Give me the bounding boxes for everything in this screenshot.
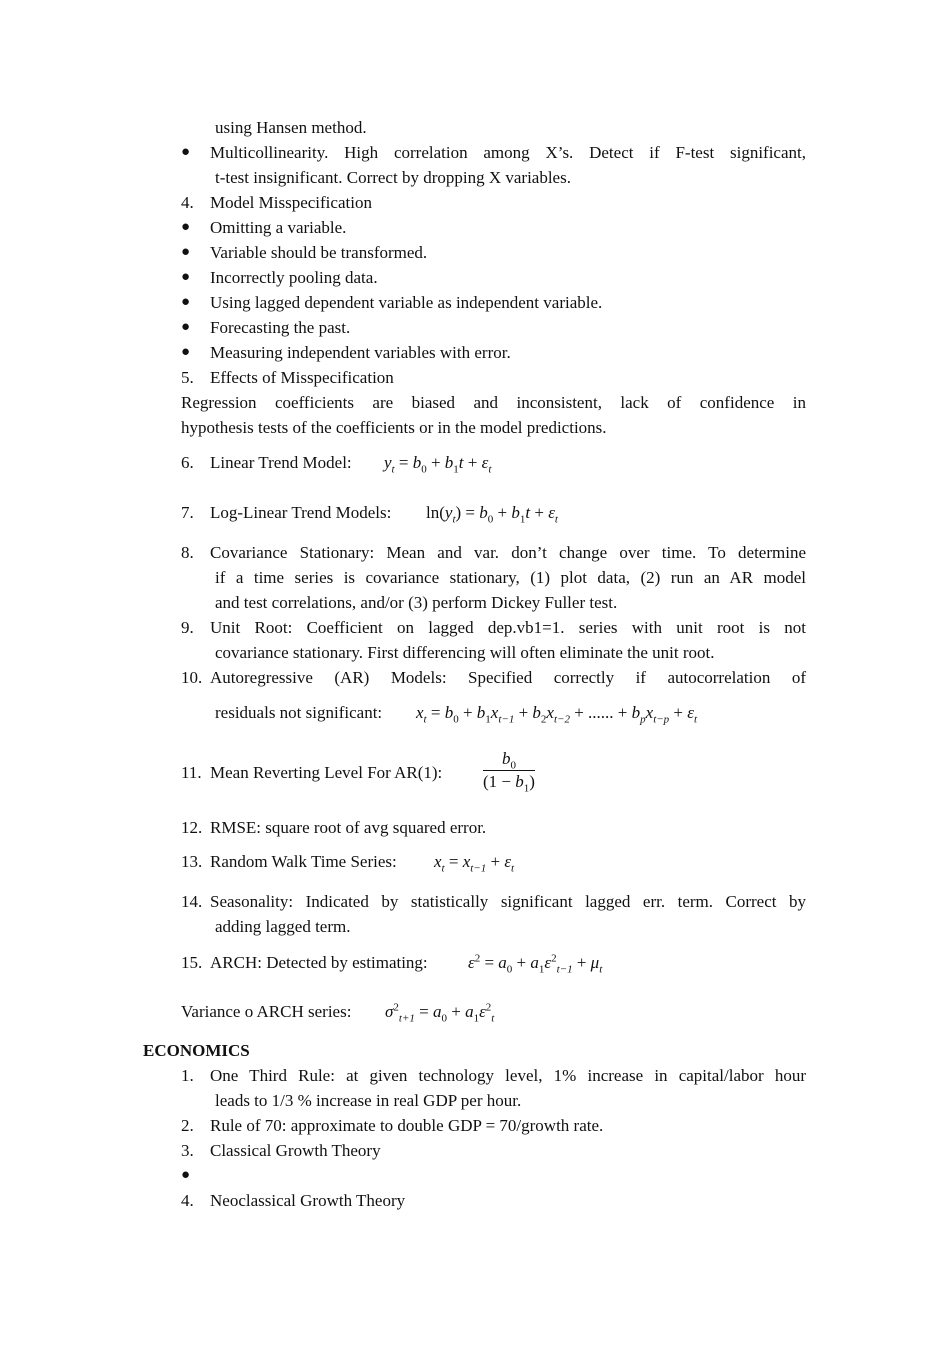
multicollinearity-item-cont: t-test insignificant. Correct by dropping X variables. (215, 168, 571, 187)
continuation-line: using Hansen method. (215, 118, 367, 137)
random-walk-label: Random Walk Time Series: (210, 852, 397, 871)
list-number: 12. (181, 818, 203, 837)
bullet-icon: ● (181, 294, 191, 310)
log-linear-label: Log-Linear Trend Models: (210, 503, 392, 522)
list-number: 15. (181, 953, 203, 972)
list-number: 14. (181, 892, 203, 911)
multicollinearity-item: Multicollinearity. High correlation among X’s. Detect if F-test significant, (210, 143, 806, 162)
unit-root-item: Unit Root: Coefficient on lagged dep.vb1=1. series with unit root is not (210, 618, 806, 637)
mean-reverting-formula: $\frac{b_0}{(1 - b_1)}$ (483, 749, 535, 795)
list-number: 5. (181, 368, 194, 387)
list-item: Forecasting the past. (210, 318, 351, 337)
rule-of-70-item: Rule of 70: approximate to double GDP = 70/growth rate. (210, 1116, 604, 1135)
effects-heading: Effects of Misspecification (210, 368, 394, 387)
linear-trend-formula: $y_t = b_0 + b_1t + \varepsilon_t$ (384, 453, 492, 476)
list-number: 4. (181, 193, 194, 212)
list-item: Measuring independent variables with error. (210, 343, 511, 362)
one-third-rule-item-cont: leads to 1/3 % increase in real GDP per hour. (215, 1091, 522, 1110)
list-number: 3. (181, 1141, 194, 1160)
list-number: 13. (181, 852, 203, 871)
list-item: Omitting a variable. (210, 218, 347, 237)
log-linear-formula: $\ln(y_t) = b_0 + b_1t + \varepsilon_t$ (426, 503, 558, 526)
arch-variance-formula: $\sigma^2_{t+1} = a_0 + a_1\varepsilon^2_t$ (385, 1001, 495, 1025)
list-number: 9. (181, 618, 194, 637)
list-number: 7. (181, 503, 194, 522)
linear-trend-label: Linear Trend Model: (210, 453, 352, 472)
bullet-icon: ● (181, 244, 191, 260)
list-number: 2. (181, 1116, 194, 1135)
arch-variance-label: Variance o ARCH series: (181, 1002, 352, 1021)
arch-formula: $\varepsilon^2 = a_0 + a_1\varepsilon^2_{t-1} + \mu_t$ (468, 952, 603, 976)
economics-heading: ECONOMICS (143, 1041, 250, 1060)
bullet-icon: ● (181, 1167, 191, 1183)
list-item: Variable should be transformed. (210, 243, 428, 262)
bullet-icon: ● (181, 219, 191, 235)
bullet-icon: ● (181, 144, 191, 160)
seasonality-item-cont: adding lagged term. (215, 917, 351, 936)
bullet-icon: ● (181, 319, 191, 335)
ar-model-formula: $x_t = b_0 + b_1x_{t-1} + b_2x_{t-2}$ + ...... + $b_px_{t-p} + \varepsilon_t$ (416, 703, 698, 726)
classical-growth-item: Classical Growth Theory (210, 1141, 381, 1160)
ar-models-item: Autoregressive (AR) Models: Specified correctly if autocorrelation of (210, 668, 806, 687)
neoclassical-growth-item: Neoclassical Growth Theory (210, 1191, 406, 1210)
covariance-item-cont: and test correlations, and/or (3) perform Dickey Fuller test. (215, 593, 618, 612)
model-misspecification-heading: Model Misspecification (210, 193, 372, 212)
ar-models-item-cont: residuals not significant: (215, 703, 383, 722)
rmse-item: RMSE: square root of avg squared error. (210, 818, 487, 837)
list-number: 4. (181, 1191, 194, 1210)
effects-paragraph-cont: hypothesis tests of the coefficients or in the model predictions. (181, 418, 607, 437)
mean-reverting-label: Mean Reverting Level For AR(1): (210, 763, 443, 782)
list-item: Incorrectly pooling data. (210, 268, 378, 287)
list-item: Using lagged dependent variable as independent variable. (210, 293, 603, 312)
covariance-item-cont: if a time series is covariance stationary, (1) plot data, (2) run an AR model (215, 568, 806, 587)
list-number: 8. (181, 543, 194, 562)
list-number: 10. (181, 668, 203, 687)
random-walk-formula: $x_t = x_{t-1} + \varepsilon_t$ (434, 852, 515, 875)
one-third-rule-item: One Third Rule: at given technology level, 1% increase in capital/labor hour (210, 1066, 806, 1085)
list-number: 1. (181, 1066, 194, 1085)
unit-root-item-cont: covariance stationary. First differencing will often eliminate the unit root. (215, 643, 715, 662)
covariance-item: Covariance Stationary: Mean and var. don’t change over time. To determine (210, 543, 806, 562)
bullet-icon: ● (181, 269, 191, 285)
effects-paragraph: Regression coefficients are biased and inconsistent, lack of confidence in (181, 393, 806, 412)
seasonality-item: Seasonality: Indicated by statistically significant lagged err. term. Correct by (210, 892, 806, 911)
arch-label: ARCH: Detected by estimating: (210, 953, 428, 972)
list-number: 11. (181, 763, 202, 782)
bullet-icon: ● (181, 344, 191, 360)
list-number: 6. (181, 453, 194, 472)
